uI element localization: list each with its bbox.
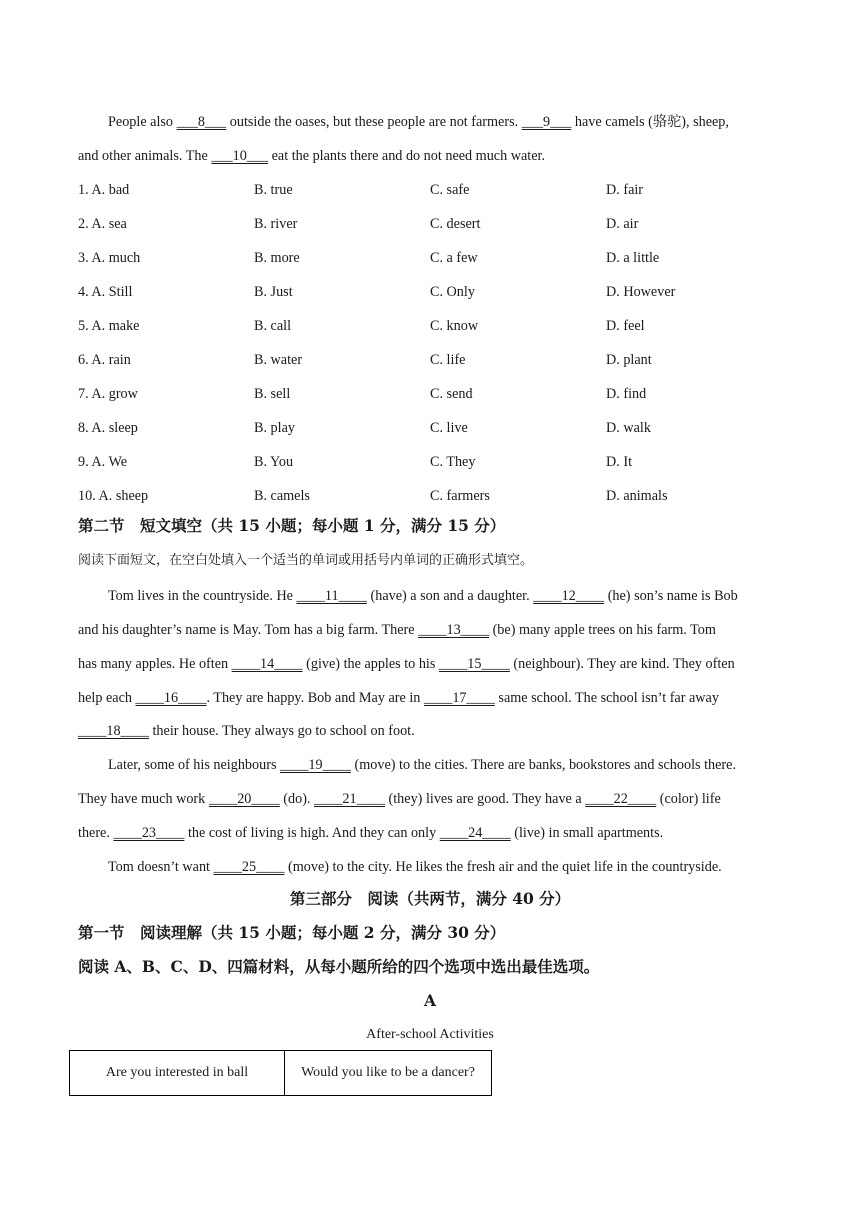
section-heading: 第二节 短文填空（共 15 小题；每小题 1 分，满分 15 分） xyxy=(78,516,506,535)
activities-table xyxy=(69,1050,492,1096)
option-c: C. Only xyxy=(430,284,475,300)
section-instruction: 阅读下面短文，在空白处填入一个适当的单词或用括号内单词的正确形式填空。 xyxy=(78,553,534,568)
blank-13: ____13____ xyxy=(418,622,490,638)
table-row xyxy=(70,1051,492,1096)
passage-line: Later, some of his neighbours ____19____ (move) to the cities. There are banks, bookstores and schools there. xyxy=(108,757,737,773)
option-a: 2. A. sea xyxy=(78,216,127,232)
passage-line: there. ____23____ the cost of living is high. And they can only ____24____ (live) in small apartments. xyxy=(78,825,664,841)
blank-24: ____24____ xyxy=(439,825,511,841)
option-a: 8. A. sleep xyxy=(78,420,138,436)
option-d: D. animals xyxy=(606,488,668,504)
option-b: B. Just xyxy=(254,284,293,300)
option-c: C. life xyxy=(430,352,466,368)
option-a: 10. A. sheep xyxy=(78,488,149,504)
blank-10: ___10___ xyxy=(211,148,269,164)
passage-line: They have much work ____20____ (do). ____21____ (they) lives are good. They have a ____22____ (color) life xyxy=(78,791,721,807)
passage-line: has many apples. He often ____14____ (give) the apples to his ____15____ (neighbour). They are kind. They often xyxy=(78,656,735,672)
blank-14: ____14____ xyxy=(231,656,303,672)
passage-letter: A xyxy=(423,991,437,1010)
option-d: D. find xyxy=(606,386,647,402)
blank-25: ____25____ xyxy=(213,859,285,875)
option-d: D. plant xyxy=(606,352,652,368)
passage-title: After-school Activities xyxy=(366,1027,494,1042)
option-c: C. know xyxy=(430,318,479,334)
passage-line: help each ____16____. They are happy. Bob and May are in ____17____ same school. The school isn’t far away xyxy=(78,690,719,706)
option-a: 6. A. rain xyxy=(78,352,131,368)
blank-19: ____19____ xyxy=(280,757,351,773)
option-d: D. fair xyxy=(606,182,644,198)
blank-8: ___8___ xyxy=(176,114,227,130)
option-d: D. feel xyxy=(606,318,645,334)
reading-instruction: 阅读 A、B、C、D、四篇材料，从每小题所给的四个选项中选出最佳选项。 xyxy=(78,957,600,976)
option-c: C. live xyxy=(430,420,468,436)
option-c: C. They xyxy=(430,454,476,470)
option-c: C. farmers xyxy=(430,488,490,504)
option-d: D. a little xyxy=(606,250,660,266)
option-b: B. camels xyxy=(254,488,310,504)
option-a: 3. A. much xyxy=(78,250,141,266)
option-b: B. true xyxy=(254,182,293,198)
blank-17: ____17____ xyxy=(423,690,495,706)
passage-line: ____18____ their house. They always go to school on foot. xyxy=(78,723,415,739)
option-d: D. air xyxy=(606,216,639,232)
option-b: B. play xyxy=(254,420,295,436)
option-c: C. desert xyxy=(430,216,481,232)
part-heading: 第三部分 阅读（共两节，满分 40 分） xyxy=(289,889,571,908)
option-c: C. safe xyxy=(430,182,470,198)
option-a: 9. A. We xyxy=(78,454,128,470)
passage-line: Tom lives in the countryside. He ____11____ (have) a son and a daughter. ____12____ (he) son’s name is Bob xyxy=(108,588,738,604)
blank-22: ____22____ xyxy=(585,791,657,807)
option-b: B. more xyxy=(254,250,300,266)
option-d: D. However xyxy=(606,284,676,300)
blank-20: ____20____ xyxy=(208,791,280,807)
passage-line: and his daughter’s name is May. Tom has a big farm. There ____13____ (be) many apple trees on his farm. Tom xyxy=(78,622,716,638)
cloze-paragraph-line: People also ___8___ outside the oases, but these people are not farmers. ___9___ have camels (骆驼), sheep, xyxy=(108,114,729,130)
option-c: C. a few xyxy=(430,250,478,266)
blank-15: ____15____ xyxy=(438,656,510,672)
passage-line: Tom doesn’t want ____25____ (move) to the city. He likes the fresh air and the quiet life in the countryside. xyxy=(108,859,722,875)
option-b: B. river xyxy=(254,216,298,232)
blank-12: ____12____ xyxy=(533,588,605,604)
section-heading: 第一节 阅读理解（共 15 小题；每小题 2 分，满分 30 分） xyxy=(78,923,506,942)
option-b: B. You xyxy=(254,454,294,470)
option-a: 7. A. grow xyxy=(78,386,138,402)
option-b: B. sell xyxy=(254,386,291,402)
option-a: 5. A. make xyxy=(78,318,140,334)
option-d: D. It xyxy=(606,454,633,470)
option-b: B. water xyxy=(254,352,303,368)
blank-9: ___9___ xyxy=(521,114,572,130)
blank-23: ____23____ xyxy=(113,825,185,841)
table-cell: Would you like to be a dancer? xyxy=(285,1051,492,1096)
option-c: C. send xyxy=(430,386,473,402)
table-cell: Are you interested in ball xyxy=(70,1051,285,1096)
blank-18: ____18____ xyxy=(78,723,149,739)
option-b: B. call xyxy=(254,318,292,334)
blank-16: ____16____ xyxy=(135,690,207,706)
option-a: 4. A. Still xyxy=(78,284,133,300)
cloze-paragraph-line: and other animals. The ___10___ eat the plants there and do not need much water. xyxy=(78,148,546,164)
option-a: 1. A. bad xyxy=(78,182,130,198)
blank-21: ____21____ xyxy=(314,791,385,807)
option-d: D. walk xyxy=(606,420,651,436)
blank-11: ____11____ xyxy=(296,588,367,604)
